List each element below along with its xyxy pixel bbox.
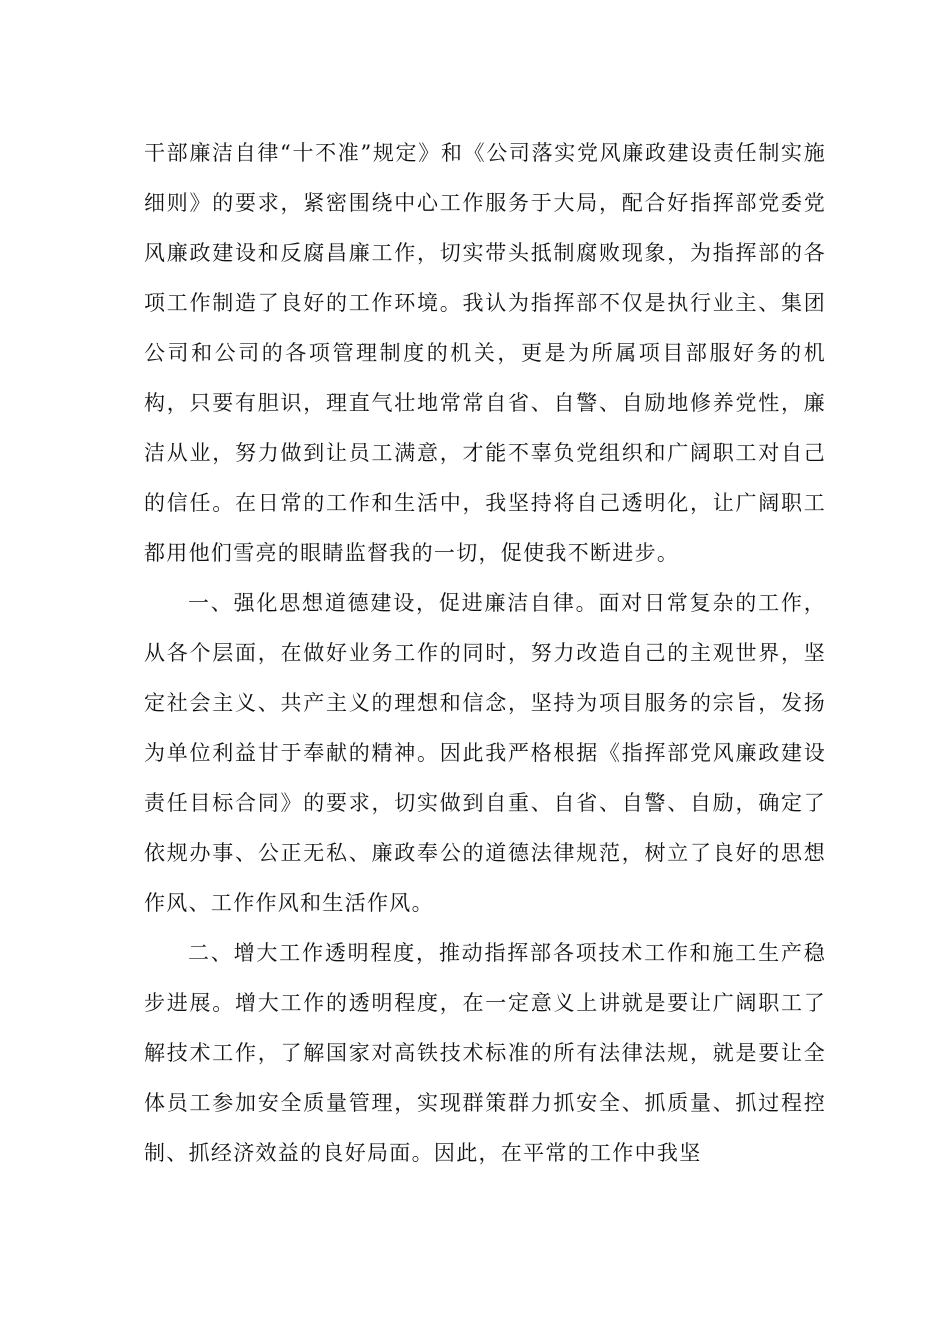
paragraph-section-two: 二、增大工作透明程度，推动指挥部各项技术工作和施工生产稳步进展。增大工作的透明程度，在一定意义上讲就是要让广阔职工了解技术工作，了解国家对高铁技术标准的所有法律法规，就是要让全体员工参加安全质量管理，实现群策群力抓安全、抓质量、抓过程控制、抓经济效益的良好局面。因此，在平常的工作中我坚 <box>144 941 826 1165</box>
document-body <box>144 128 826 1178</box>
paragraph-continued: 干部廉洁自律“十不准”规定》和《公司落实党风廉政建设责任制实施细则》的要求，紧密围绕中心工作服务于大局，配合好指挥部党委党风廉政建设和反腐昌廉工作，切实带头抵制腐败现象，为指挥部的各项工作制造了良好的工作环境。我认为指挥部不仅是执行业主、集团公司和公司的各项管理制度的机关，更是为所属项目部服好务的机构，只要有胆识，理直气壮地常常自省、自警、自励地修养党性，廉洁从业，努力做到让员工满意，才能不辜负党组织和广阔职工对自己的信任。在日常的工作和生活中，我坚持将自己透明化，让广阔职工都用他们雪亮的眼睛监督我的一切，促使我不断进步。 <box>144 141 826 565</box>
paragraph-section-one: 一、强化思想道德建设，促进廉洁自律。面对日常复杂的工作，从各个层面，在做好业务工作的同时，努力改造自己的主观世界，坚定社会主义、共产主义的理想和信念，坚持为项目服务的宗旨，发扬为单位利益甘于奉献的精神。因此我严格根据《指挥部党风廉政建设责任目标合同》的要求，切实做到自重、自省、自警、自励，确定了依规办事、公正无私、廉政奉公的道德法律规范，树立了良好的思想作风、工作作风和生活作风。 <box>144 591 826 915</box>
